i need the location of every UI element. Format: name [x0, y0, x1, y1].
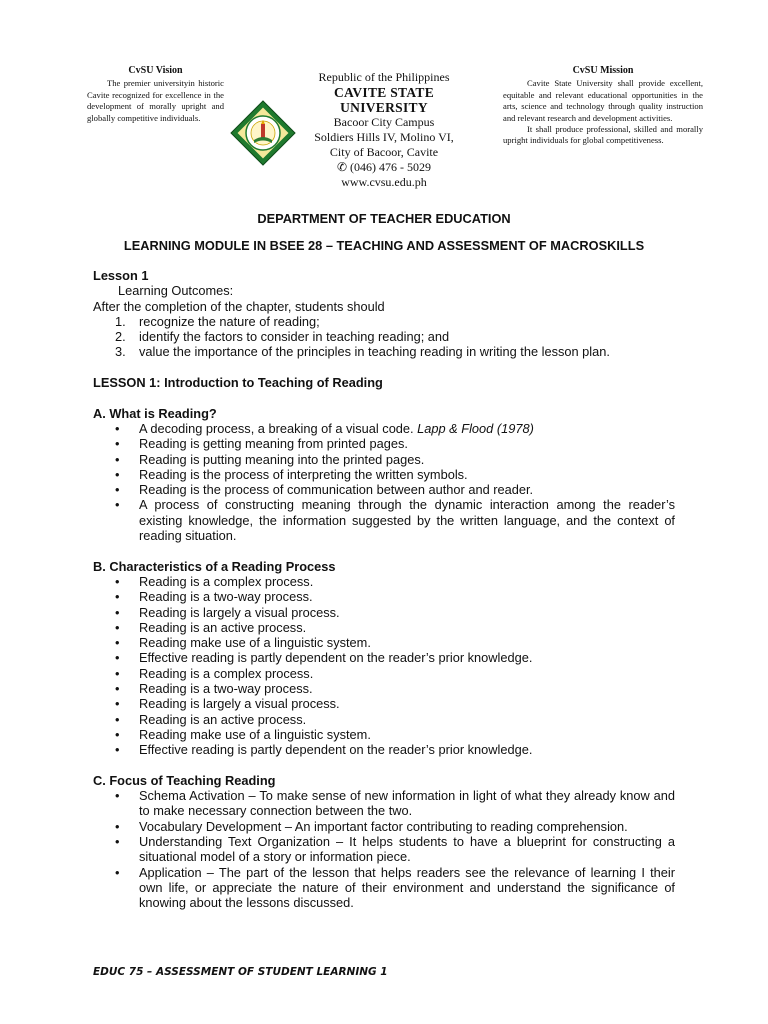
list-item: • Reading is a complex process. [115, 573, 314, 589]
list-item: • Application – The part of the lesson that helps readers see the relevance of learning I their own life, or appreciate the nature of their environment and understand the significance of knowing about the lessons discussed. [115, 864, 675, 911]
list-item: • Vocabulary Development – An important factor contributing to reading comprehension. [115, 818, 628, 834]
list-item: • Schema Activation – To make sense of new information in light of what they already know and to make necessary connection between the two. [115, 788, 675, 819]
list-item: • Reading make use of a linguistic system. [115, 726, 371, 742]
list-item: 3. value the importance of the principles in teaching reading in writing the lesson plan. [115, 344, 610, 360]
list-item: • Reading is largely a visual process. [115, 604, 340, 620]
list-item: • A process of constructing meaning through the dynamic interaction among the reader’s existing knowledge, the information suggested by the written language, and the context of reading situation. [115, 497, 675, 544]
page-footer: EDUC 75 – ASSESSMENT OF STUDENT LEARNING 1 [93, 966, 388, 978]
cvsu-seal-logo [230, 100, 296, 166]
section-a-title: A. What is Reading? [93, 405, 217, 421]
campus-line: Bacoor City Campus [333, 115, 435, 129]
lesson-label: Lesson 1 [93, 268, 149, 283]
list-item: • Reading is largely a visual process. [115, 696, 340, 712]
republic-line: Republic of the Philippines [318, 70, 450, 84]
list-item: • Reading is the process of interpreting the written symbols. [115, 466, 468, 482]
phone-number: (046) 476 - 5029 [350, 160, 432, 174]
section-b-list [93, 574, 675, 758]
section-a-list [93, 421, 675, 543]
university-header [300, 70, 468, 190]
mission-title: CvSU Mission [572, 65, 634, 76]
section-c-list [93, 788, 675, 910]
module-title: LEARNING MODULE IN BSEE 28 – TEACHING AND ASSESSMENT OF MACROSKILLS [123, 238, 645, 253]
section-b-title: B. Characteristics of a Reading Process [93, 558, 336, 574]
vision-text: The premier universityin historic Cavite recognized for excellence in the development of morally upright and globally competitive individuals. [87, 78, 224, 123]
list-item: 1. recognize the nature of reading; [115, 313, 320, 329]
list-item: • A decoding process, a breaking of a visual code. Lapp & Flood (1978) [115, 420, 534, 436]
vision-title: CvSU Vision [128, 65, 183, 76]
website-link[interactable]: www.cvsu.edu.ph [341, 175, 427, 189]
mission-text-1: Cavite State University shall provide excellent, equitable and relevant educational opportunities in the arts, science and technology through quality instruction and relevant research and development activities. [503, 78, 703, 123]
list-item: • Reading is getting meaning from printed pages. [115, 436, 408, 452]
department-title: DEPARTMENT OF TEACHER EDUCATION [257, 211, 511, 226]
list-item: • Effective reading is partly dependent on the reader’s prior knowledge. [115, 742, 533, 758]
address-line-1: Soldiers Hills IV, Molino VI, [314, 130, 454, 144]
mission-block [503, 65, 703, 147]
module-body [93, 268, 675, 910]
list-item: • Reading make use of a linguistic system. [115, 635, 371, 651]
lesson-title: LESSON 1: Introduction to Teaching of Reading [93, 375, 383, 391]
phone-line [300, 160, 468, 175]
vision-block [87, 65, 224, 124]
list-item: • Reading is a complex process. [115, 665, 314, 681]
list-item: • Understanding Text Organization – It helps students to have a blueprint for constructing a situational model of a story or information piece. [115, 833, 675, 865]
outcomes-label: Learning Outcomes: [118, 283, 234, 299]
mission-text-2: It shall produce professional, skilled and morally upright individuals for global competitiveness. [503, 124, 703, 146]
university-name: CAVITE STATE UNIVERSITY [333, 85, 434, 115]
list-item: • Reading is an active process. [115, 711, 307, 727]
list-item: • Reading is the process of communication between author and reader. [115, 482, 534, 498]
list-item: 2. identify the factors to consider in teaching reading; and [115, 329, 450, 345]
outcomes-intro: After the completion of the chapter, students should [93, 298, 385, 314]
section-c-title: C. Focus of Teaching Reading [93, 772, 276, 788]
list-item: • Reading is an active process. [115, 619, 307, 635]
list-item: • Reading is a two-way process. [115, 681, 313, 697]
list-item: • Effective reading is partly dependent on the reader’s prior knowledge. [115, 650, 533, 666]
citation: Lapp & Flood (1978) [417, 420, 534, 436]
list-item: • Reading is a two-way process. [115, 589, 313, 605]
phone-icon: ✆ [336, 160, 348, 174]
list-item: • Reading is putting meaning into the printed pages. [115, 451, 425, 467]
outcomes-list [93, 314, 675, 360]
address-line-2: City of Bacoor, Cavite [329, 145, 439, 159]
